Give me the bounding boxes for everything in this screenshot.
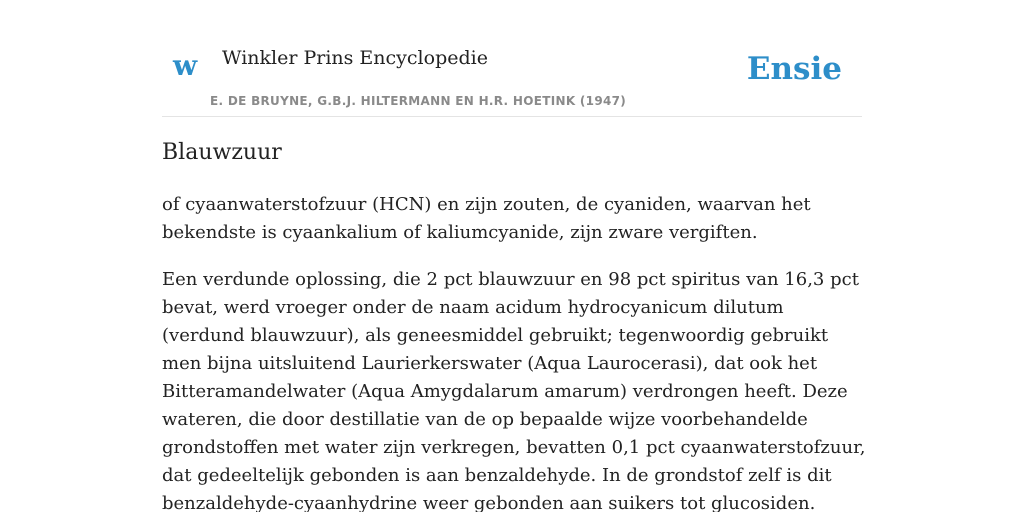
source-header [162,0,862,117]
source-authors: E. DE BRUYNE, G.B.J. HILTERMANN EN H.R. HOETINK (1947) [210,94,627,108]
article-paragraph: Een verdunde oplossing, die 2 pct blauwzuur en 98 pct spiritus van 16,3 pct bevat, werd vroeger onder de naam acidum hydrocyanicum dilutum (verdund blauwzuur), als geneesmiddel gebruikt; tegenwoordig gebruikt men bijna uitsluitend Laurierkerswater (Aqua Laurocerasi), dat ook het Bitteramandelwater (Aqua Amygdalarum amarum) verdrongen heeft. Deze wateren, die door destillatie van de op bepaalde wijze voorbehandelde grondstoffen met water zijn verkregen, bevatten 0,1 pct cyaanwaterstofzuur, dat gedeeltelijk gebonden is aan benzaldehyde. In de grondstof zelf is dit benzaldehyde-cyaanhydrine weer gebonden aan suikers tot glucosiden. [162,268,866,512]
article [162,138,867,512]
ensie-logo[interactable]: Ensie [746,51,842,87]
source-title[interactable]: Winkler Prins Encyclopedie [222,47,488,69]
winkler-prins-logo[interactable]: w [173,49,198,82]
article-headword: Blauwzuur [162,140,282,165]
article-paragraph: of cyaanwaterstofzuur (HCN) en zijn zouten, de cyaniden, waarvan het bekendste is cyaankalium of kaliumcyanide, zijn zware vergiften. [162,193,811,243]
